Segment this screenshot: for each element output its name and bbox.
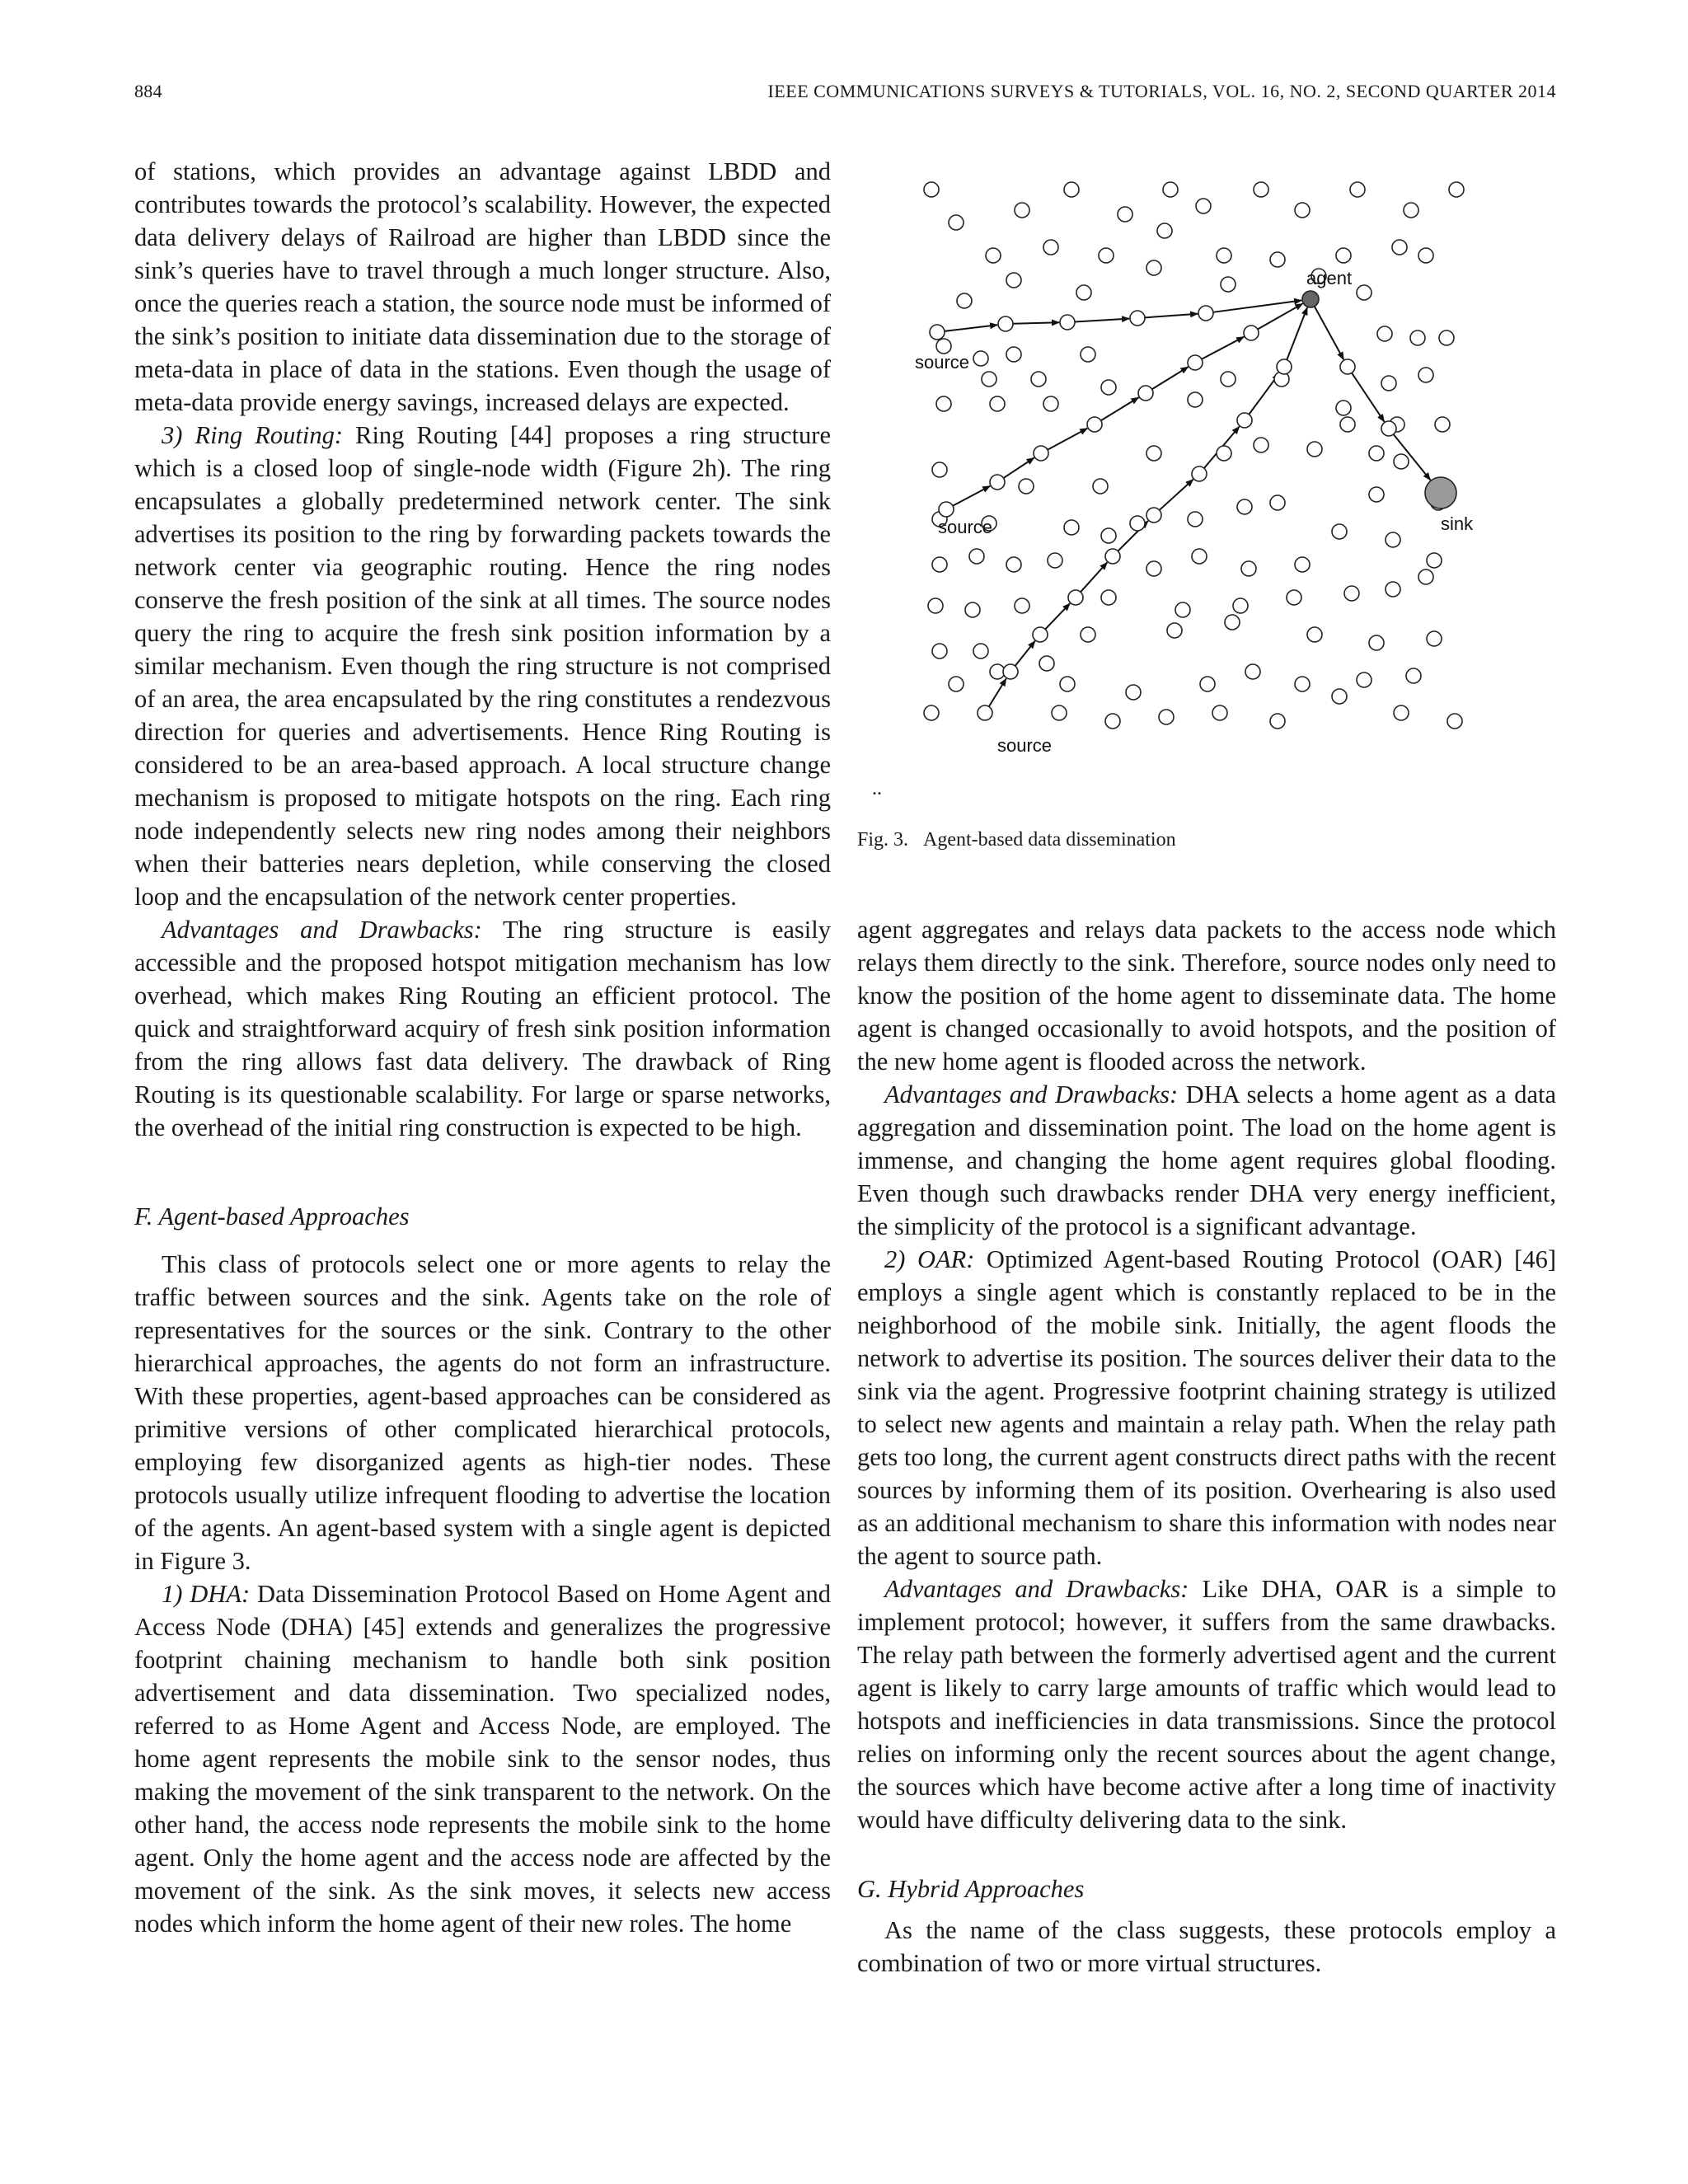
sensor-node bbox=[936, 396, 951, 411]
sensor-node bbox=[1254, 438, 1268, 452]
sensor-node bbox=[1101, 528, 1116, 543]
relay-node bbox=[1340, 359, 1355, 374]
paragraph: This class of protocols select one or more agents to relay the traffic between sources and the sink. Agents take on the role of representatives for the sources or the sink. Contrary to the other hierarchical approaches, the agents do not form an infrastructure. With these properties, agent-based approaches can be considered as primitive versions of other complicated hierarchical protocols, employing few disorganized agents as high-tier nodes. These protocols usually utilize infrequent flooding to advertise the location of the agents. An agent-based system with a single agent is depicted in Figure 3. bbox=[134, 1250, 831, 1575]
sensor-node bbox=[1163, 182, 1178, 197]
sensor-node bbox=[1064, 520, 1079, 535]
sensor-node bbox=[1101, 380, 1116, 395]
relay-arrow bbox=[945, 325, 997, 331]
sensor-node bbox=[1241, 561, 1256, 576]
sensor-node bbox=[1146, 446, 1161, 461]
sensor-node bbox=[1217, 446, 1231, 461]
sensor-node bbox=[1270, 714, 1285, 729]
sensor-node bbox=[932, 644, 947, 658]
relay-node bbox=[990, 475, 1005, 490]
sensor-node bbox=[1126, 685, 1141, 700]
sensor-node bbox=[1043, 396, 1058, 411]
sensor-node bbox=[1188, 392, 1203, 407]
source-node bbox=[930, 325, 945, 340]
sensor-node bbox=[1369, 446, 1384, 461]
sensor-node bbox=[986, 248, 1001, 263]
sensor-node bbox=[1225, 615, 1240, 630]
sensor-node bbox=[1221, 372, 1236, 387]
paragraph bbox=[134, 1577, 831, 1940]
relay-node bbox=[1087, 417, 1102, 432]
relay-arrow bbox=[1004, 458, 1034, 479]
network-diagram bbox=[890, 177, 1517, 787]
relay-arrow bbox=[989, 678, 1006, 706]
sensor-node bbox=[1157, 223, 1172, 238]
sensor-node bbox=[1307, 627, 1322, 642]
relay-arrow bbox=[953, 486, 990, 506]
relay-node bbox=[1237, 413, 1252, 428]
sensor-node bbox=[1287, 590, 1301, 605]
sensor-node bbox=[932, 462, 947, 477]
relay-arrow bbox=[1101, 397, 1139, 420]
figure-dots: .. bbox=[872, 778, 882, 799]
sensor-node bbox=[1076, 285, 1091, 300]
sensor-node bbox=[1392, 240, 1407, 255]
sensor-node bbox=[1015, 598, 1029, 613]
relay-node bbox=[1277, 359, 1292, 374]
sensor-node bbox=[1295, 203, 1310, 218]
relay-node bbox=[1244, 326, 1259, 340]
sensor-node bbox=[1406, 668, 1421, 683]
sensor-node bbox=[1295, 557, 1310, 572]
relay-arrow bbox=[1314, 306, 1343, 359]
relay-node bbox=[1138, 386, 1153, 401]
relay-arrow bbox=[1258, 303, 1303, 329]
relay-node bbox=[1188, 355, 1203, 370]
sensor-node bbox=[1369, 635, 1384, 650]
paragraph: of stations, which provides an advantage against LBDD and contributes towards the protocol’s scalability. However, the expected data delivery delays of Railroad are higher than LBDD since the sink’s queries have to travel through a much longer structure. Also, once the queries reach a station, the source node must be informed of the sink’s position to initiate data dissemination due to the storage of meta-data in place of data in the stations. Even though the usage of meta-data provide energy savings, increased delays are expected. bbox=[134, 157, 831, 416]
sensor-node bbox=[1006, 347, 1021, 362]
sensor-node bbox=[1336, 248, 1351, 263]
sensor-node bbox=[1200, 677, 1215, 691]
relay-node bbox=[1130, 311, 1145, 326]
sensor-node bbox=[1439, 330, 1454, 345]
paragraph bbox=[857, 1243, 1556, 1572]
relay-arrow bbox=[1213, 300, 1301, 312]
sensor-node bbox=[1043, 240, 1058, 255]
sensor-node bbox=[1427, 631, 1442, 646]
left-column bbox=[134, 155, 831, 1940]
sink-node bbox=[1425, 477, 1456, 509]
relay-node bbox=[1034, 446, 1048, 461]
right-column bbox=[857, 913, 1556, 1980]
sensor-node bbox=[1130, 516, 1145, 531]
sensor-node bbox=[1418, 368, 1433, 382]
sensor-node bbox=[1006, 273, 1021, 288]
sensor-node bbox=[1394, 454, 1409, 469]
sensor-node bbox=[1039, 656, 1054, 671]
source-node bbox=[939, 502, 954, 517]
relay-arrow bbox=[1352, 373, 1384, 421]
sensor-node bbox=[1344, 586, 1359, 601]
sink-label: sink bbox=[1441, 513, 1474, 534]
sensor-node bbox=[1449, 182, 1464, 197]
subsection-label: Advantages and Drawbacks: bbox=[162, 916, 482, 944]
paragraph: agent aggregates and relays data packets to the access node which relays them directly to the sink. Therefore, source nodes only need to know the position of the home agent to disseminate data. The home agent is changed occasionally to avoid hotspots, and the position of the new home agent is flooded across the network. bbox=[857, 916, 1556, 1076]
sensor-node bbox=[973, 644, 988, 658]
relay-arrow bbox=[1152, 367, 1189, 389]
relay-arrow bbox=[1145, 314, 1198, 318]
sensor-node bbox=[1031, 372, 1046, 387]
sensor-node bbox=[1418, 248, 1433, 263]
sensor-node bbox=[1093, 479, 1108, 494]
source-label-1: source bbox=[915, 352, 970, 373]
sensor-node bbox=[965, 602, 980, 617]
sensor-node bbox=[1060, 677, 1075, 691]
sensor-node bbox=[1212, 705, 1227, 720]
sensor-node bbox=[1196, 199, 1211, 213]
relay-node bbox=[1192, 466, 1207, 481]
sensor-node bbox=[1099, 248, 1114, 263]
sensor-node bbox=[1159, 710, 1174, 724]
paragraph bbox=[857, 1078, 1556, 1243]
sensor-node bbox=[1332, 689, 1347, 704]
sensor-node bbox=[1048, 553, 1062, 568]
paragraph-text: Optimized Agent-based Routing Protocol (OAR) [46] employs a single agent which is constantly replaced to be in the neighborhood of the mobile sink. Initially, the agent floods the network to advertise its position. The sources deliver their data to the sink via the agent. Progressive footprint chaining strategy is utilized to select new agents and maintain a relay path. When the relay path gets too long, the current agent constructs direct paths with the recent sources by informing them of its position. Overhearing is also used as an additional mechanism to share this information with nodes near the agent to source path. bbox=[857, 1245, 1556, 1570]
sensor-nodes bbox=[924, 182, 1464, 729]
sensor-node bbox=[1394, 705, 1409, 720]
agent-node bbox=[1302, 291, 1319, 307]
paragraph bbox=[134, 419, 831, 913]
relay-node bbox=[1198, 306, 1213, 321]
sensor-node bbox=[973, 351, 988, 366]
paragraph-text: DHA selects a home agent as a data aggregation and dissemination point. The load on the home agent is immense, and changing the home agent requires global flooding. Even though such drawbacks render DHA very energy inefficient, the simplicity of the protocol is a significant advantage. bbox=[857, 1080, 1556, 1240]
sensor-node bbox=[1386, 582, 1400, 597]
sensor-node bbox=[1188, 512, 1203, 527]
relay-node bbox=[1146, 508, 1161, 523]
sensor-node bbox=[1270, 252, 1285, 267]
relay-node bbox=[1033, 627, 1048, 642]
agent-label: agent bbox=[1306, 268, 1353, 288]
relay-node bbox=[1003, 664, 1018, 679]
relay-node bbox=[1381, 421, 1396, 436]
sensor-node bbox=[1192, 549, 1207, 564]
sensor-node bbox=[1447, 714, 1462, 729]
sensor-node bbox=[1332, 524, 1347, 539]
sensor-node bbox=[1369, 487, 1384, 502]
figure-caption-text: Agent-based data dissemination bbox=[923, 829, 1176, 851]
sensor-node bbox=[1336, 401, 1351, 415]
sensor-node bbox=[1081, 627, 1095, 642]
paragraph bbox=[134, 913, 831, 1144]
source-label-2: source bbox=[938, 517, 993, 537]
subsection-label: 3) Ring Routing: bbox=[162, 421, 343, 449]
sensor-node bbox=[1418, 569, 1433, 584]
sensor-node bbox=[1350, 182, 1365, 197]
sensor-node bbox=[1105, 714, 1120, 729]
sensor-node bbox=[949, 677, 964, 691]
sensor-node bbox=[1435, 417, 1450, 432]
sensor-node bbox=[1064, 182, 1079, 197]
relay-arrow bbox=[1081, 562, 1107, 592]
relay-node bbox=[1105, 549, 1120, 564]
subsection-label: 2) OAR: bbox=[884, 1245, 975, 1273]
subsection-label: Advantages and Drawbacks: bbox=[884, 1575, 1189, 1603]
sensor-node bbox=[1427, 553, 1442, 568]
relay-arrow bbox=[1075, 319, 1129, 322]
sensor-node bbox=[1167, 623, 1182, 638]
paragraph: As the name of the class suggests, these protocols employ a combination of two or more virtual structures. bbox=[857, 1916, 1556, 1977]
sensor-node bbox=[969, 549, 984, 564]
sensor-node bbox=[1386, 532, 1400, 547]
relay-node bbox=[1068, 590, 1083, 605]
sensor-node bbox=[990, 396, 1005, 411]
sensor-node bbox=[1101, 590, 1116, 605]
sensor-node bbox=[1307, 442, 1322, 457]
sensor-node bbox=[924, 182, 939, 197]
paragraph-text: Like DHA, OAR is a simple to implement protocol; however, it suffers from the same drawbacks. The relay path between the formerly advertised agent and the current agent is likely to carry large amounts of traffic which would lead to hotspots and inefficiencies in data transmissions. Since the protocol relies on informing only the recent sources about the agent change, the sources which have become active after a long time of inactivity would have difficulty delivering data to the sink. bbox=[857, 1575, 1556, 1834]
sensor-node bbox=[1175, 602, 1190, 617]
sensor-node bbox=[1381, 376, 1396, 391]
sensor-node bbox=[949, 215, 964, 230]
sensor-node bbox=[932, 557, 947, 572]
sensor-node bbox=[1217, 248, 1231, 263]
sensor-node bbox=[924, 705, 939, 720]
source-label-3: source bbox=[997, 735, 1053, 756]
sensor-node bbox=[1410, 330, 1425, 345]
paragraph bbox=[857, 1572, 1556, 1836]
sensor-node bbox=[1237, 499, 1252, 514]
relay-arrow bbox=[1048, 429, 1087, 450]
relay-node bbox=[998, 316, 1013, 331]
sensor-node bbox=[1357, 285, 1372, 300]
running-header: IEEE COMMUNICATIONS SURVEYS & TUTORIALS, VOL. 16, NO. 2, SECOND QUARTER 2014 bbox=[767, 81, 1556, 101]
sensor-node bbox=[1245, 664, 1260, 679]
sensor-node bbox=[1270, 495, 1285, 510]
sensor-node bbox=[1146, 260, 1161, 275]
sensor-node bbox=[1233, 598, 1248, 613]
subsection-label: Advantages and Drawbacks: bbox=[884, 1080, 1179, 1108]
section-heading: G. Hybrid Approaches bbox=[857, 1875, 1085, 1903]
figure-caption-number: Fig. 3. bbox=[857, 829, 909, 851]
sensor-node bbox=[1254, 182, 1268, 197]
relay-arrow bbox=[1015, 641, 1035, 666]
relay-arrow bbox=[1045, 603, 1070, 629]
relay-arrow bbox=[1160, 480, 1193, 510]
sensor-node bbox=[1019, 479, 1034, 494]
section-heading: F. Agent-based Approaches bbox=[134, 1202, 410, 1230]
figure-agent-dissemination bbox=[890, 177, 1517, 787]
relay-arrow bbox=[1202, 337, 1244, 359]
figure-caption bbox=[857, 829, 1176, 851]
relay-arrow bbox=[1287, 307, 1307, 359]
paragraph-text: Ring Routing [44] proposes a ring structure which is a closed loop of single-node width (Figure 2h). The ring encapsulates a globally predetermined network center. The sink advertises its position to the ring by forwarding packets towards the network center via geographic routing. Hence the ring nodes conserve the fresh position of the sink at all times. The source nodes query the ring to acquire the fresh sink position information by a similar mechanism. Even though the ring structure is not comprised of an area, the area encapsulated by the ring constitutes a rendezvous direction for queries and advertisements. Hence Ring Routing is considered to be an area-based approach. A local structure change mechanism is proposed to mitigate hotspots on the ring. Each ring node independently selects new ring nodes among their neighbors when their batteries nears depletion, while conserving the closed loop and the encapsulation of the network center properties. bbox=[134, 421, 832, 911]
paragraph-text: Data Dissemination Protocol Based on Home Agent and Access Node (DHA) [45] extends and generalizes the progressive footprint chaining mechanism to handle both sink position advertisement and data dissemination. Two specialized nodes, referred to as Home Agent and Access Node, are employed. The home agent represents the mobile sink to the sensor nodes, thus making the movement of the sink transparent to the network. On the other hand, the access node represents the mobile sink to the home agent. Only the home agent and the access node are affected by the movement of the sink. As the sink moves, it selects new access nodes which inform the home agent of their new roles. The home bbox=[134, 1580, 831, 1938]
source-node bbox=[978, 705, 992, 720]
sensor-node bbox=[957, 293, 972, 308]
sensor-node bbox=[1404, 203, 1418, 218]
sensor-node bbox=[1221, 277, 1236, 292]
subsection-label: 1) DHA: bbox=[162, 1580, 251, 1608]
sensor-node bbox=[1015, 203, 1029, 218]
page-number: 884 bbox=[134, 81, 162, 101]
paragraph-text: The ring structure is easily accessible and the proposed hotspot mitigation mechanism has low overhead, which makes Ring Routing an efficient protocol. The quick and straightforward acquiry of fresh sink position information from the ring allows fast data delivery. The drawback of Ring Routing is its questionable scalability. For large or sparse networks, the overhead of the initial ring construction is expected to be high. bbox=[134, 916, 831, 1141]
sensor-node bbox=[1052, 705, 1067, 720]
sensor-node bbox=[1377, 326, 1392, 341]
sensor-node bbox=[1006, 557, 1021, 572]
sensor-node bbox=[982, 372, 996, 387]
relay-node bbox=[1060, 315, 1075, 330]
sensor-node bbox=[1081, 347, 1095, 362]
sensor-node bbox=[1295, 677, 1310, 691]
relay-arrow bbox=[1013, 322, 1059, 323]
sensor-node bbox=[1357, 673, 1372, 687]
sensor-node bbox=[1118, 207, 1132, 222]
sensor-node bbox=[1340, 417, 1355, 432]
sensor-node bbox=[928, 598, 943, 613]
sensor-node bbox=[1146, 561, 1161, 576]
